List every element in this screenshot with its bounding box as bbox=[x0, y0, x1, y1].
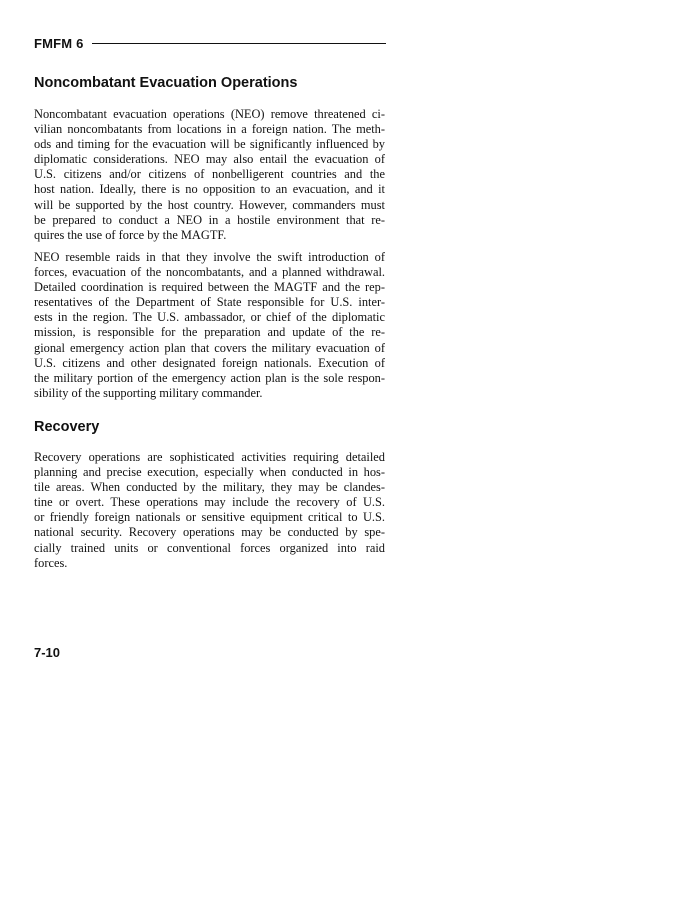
header-rule bbox=[92, 43, 386, 44]
text-line: ests in the region. The U.S. ambassador, or chief of the diplomatic bbox=[34, 310, 385, 325]
text-line: gional emergency action plan that covers the military evacuation of bbox=[34, 340, 385, 355]
paragraph-neo-2 bbox=[34, 250, 385, 401]
text-line: U.S. citizens and other designated foreign nationals. Execution of bbox=[34, 355, 385, 370]
text-line: the military portion of the emergency action plan is the sole respon- bbox=[34, 370, 385, 385]
text-line: ods and timing for the evacuation will be significantly influenced by bbox=[34, 137, 385, 152]
text-line: Detailed coordination is required between the MAGTF and the rep- bbox=[34, 280, 385, 295]
text-line: diplomatic considerations. NEO may also entail the evacuation of bbox=[34, 152, 385, 167]
running-header bbox=[34, 36, 386, 50]
text-line: tile areas. When conducted by the military, they may be clandes- bbox=[34, 480, 385, 495]
section-heading-recovery: Recovery bbox=[34, 419, 100, 435]
text-line: forces, evacuation of the noncombatants, and a planned withdrawal. bbox=[34, 265, 385, 280]
text-line: or friendly foreign nationals or sensitive equipment critical to U.S. bbox=[34, 510, 385, 525]
section-heading-neo: Noncombatant Evacuation Operations bbox=[34, 75, 298, 91]
text-line: resentatives of the Department of State responsible for U.S. inter- bbox=[34, 295, 385, 310]
text-line: vilian noncombatants from locations in a foreign nation. The meth- bbox=[34, 122, 385, 137]
text-line: host nation. Ideally, there is no opposition to an evacuation, and it bbox=[34, 182, 385, 197]
text-line: Recovery operations are sophisticated activities requiring detailed bbox=[34, 450, 385, 464]
header-label: FMFM 6 bbox=[34, 35, 84, 51]
paragraph-recovery-1 bbox=[34, 450, 385, 571]
text-line: be prepared to conduct a NEO in a hostile environment that re- bbox=[34, 212, 385, 227]
text-line: mission, is responsible for the preparation and update of the re- bbox=[34, 325, 385, 340]
paragraph-neo-1 bbox=[34, 107, 385, 243]
page-number: 7-10 bbox=[34, 645, 61, 660]
text-line: planning and precise execution, especially when conducted in hos- bbox=[34, 465, 385, 480]
text-line: sibility of the supporting military commander. bbox=[34, 385, 263, 400]
text-line: Noncombatant evacuation operations (NEO) remove threatened ci- bbox=[34, 107, 385, 121]
text-line: NEO resemble raids in that they involve the swift introduction of bbox=[34, 250, 385, 264]
text-line: national security. Recovery operations may be conducted by spe- bbox=[34, 525, 385, 540]
text-line: tine or overt. These operations may include the recovery of U.S. bbox=[34, 495, 385, 510]
text-line: cially trained units or conventional forces organized into raid bbox=[34, 540, 385, 555]
text-line: quires the use of force by the MAGTF. bbox=[34, 227, 227, 242]
text-line: U.S. citizens and/or citizens of nonbelligerent countries and the bbox=[34, 167, 385, 182]
text-line: will be supported by the host country. However, commanders must bbox=[34, 197, 385, 212]
text-line: forces. bbox=[34, 555, 68, 570]
